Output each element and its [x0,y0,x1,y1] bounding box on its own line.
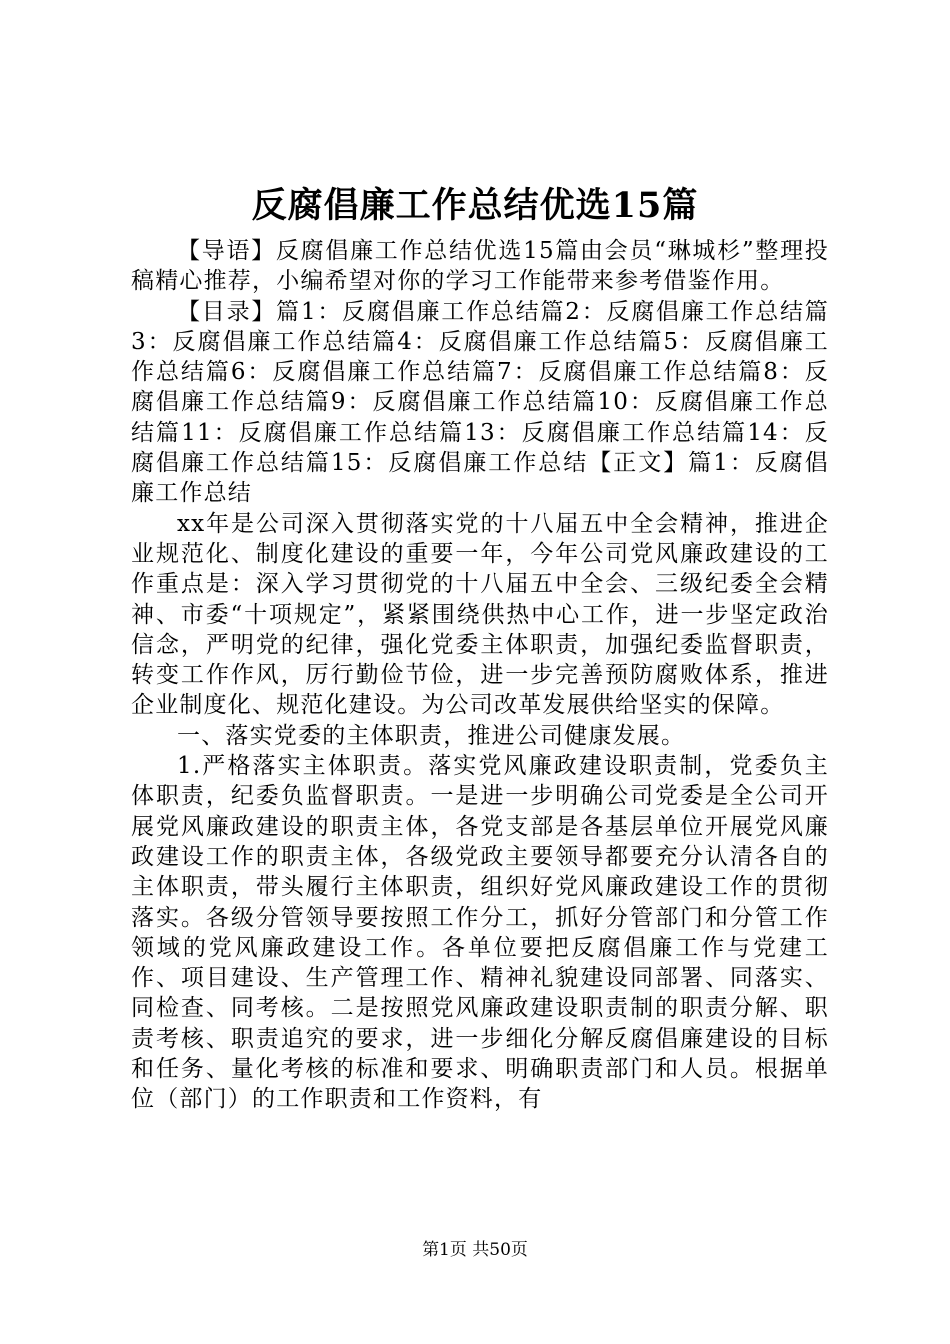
document-body [131,236,829,1115]
table-of-contents-paragraph: 【目录】篇1：反腐倡廉工作总结篇2：反腐倡廉工作总结篇3：反腐倡廉工作总结篇4：反腐倡廉工作总结篇5：反腐倡廉工作总结篇6：反腐倡廉工作总结篇7：反腐倡廉工作总结篇8：反腐倡廉工作总结篇9：反腐倡廉工作总结篇10：反腐倡廉工作总结篇11：反腐倡廉工作总结篇13：反腐倡廉工作总结篇14：反腐倡廉工作总结篇15：反腐倡廉工作总结【正文】篇1：反腐倡廉工作总结 [131,298,829,507]
body-paragraph: xx年是公司深入贯彻落实党的十八届五中全会精神，推进企业规范化、制度化建设的重要一年，今年公司党风廉政建设的工作重点是：深入学习贯彻党的十八届五中全会、三级纪委全会精神、市委“十项规定”，紧紧围绕供热中心工作，进一步坚定政治信念，严明党的纪律，强化党委主体职责，加强纪委监督职责，转变工作作风，厉行勤俭节俭，进一步完善预防腐败体系，推进企业制度化、规范化建设。为公司改革发展供给坚实的保障。 [131,510,829,719]
intro-paragraph: 【导语】反腐倡廉工作总结优选15篇由会员“琳城杉”整理投稿精心推荐，小编希望对你的学习工作能带来参考借鉴作用。 [131,238,829,295]
body-paragraph: 1.严格落实主体职责。落实党风廉政建设职责制，党委负主体职责，纪委负监督职责。一是进一步明确公司党委是全公司开展党风廉政建设的职责主体，各党支部是各基层单位开展党风廉政建设工作的职责主体，各级党政主要领导都要充分认清各自的主体职责，带头履行主体职责，组织好党风廉政建设工作的贯彻落实。各级分管领导要按照工作分工，抓好分管部门和分管工作领域的党风廉政建设工作。各单位要把反腐倡廉工作与党建工作、项目建设、生产管理工作、精神礼貌建设同部署、同落实、同检查、同考核。二是按照党风廉政建设职责制的职责分解、职责考核、职责追究的要求，进一步细化分解反腐倡廉建设的目标和任务、量化考核的标准和要求、明确职责部门和人员。根据单位（部门）的工作职责和工作资料，有 [131,753,829,1113]
section-heading: 一、落实党委的主体职责，推进公司健康发展。 [177,722,686,749]
document-title: 反腐倡廉工作总结优选15篇 [251,185,699,226]
page-footer: 第1页 共50页 [422,1240,528,1260]
